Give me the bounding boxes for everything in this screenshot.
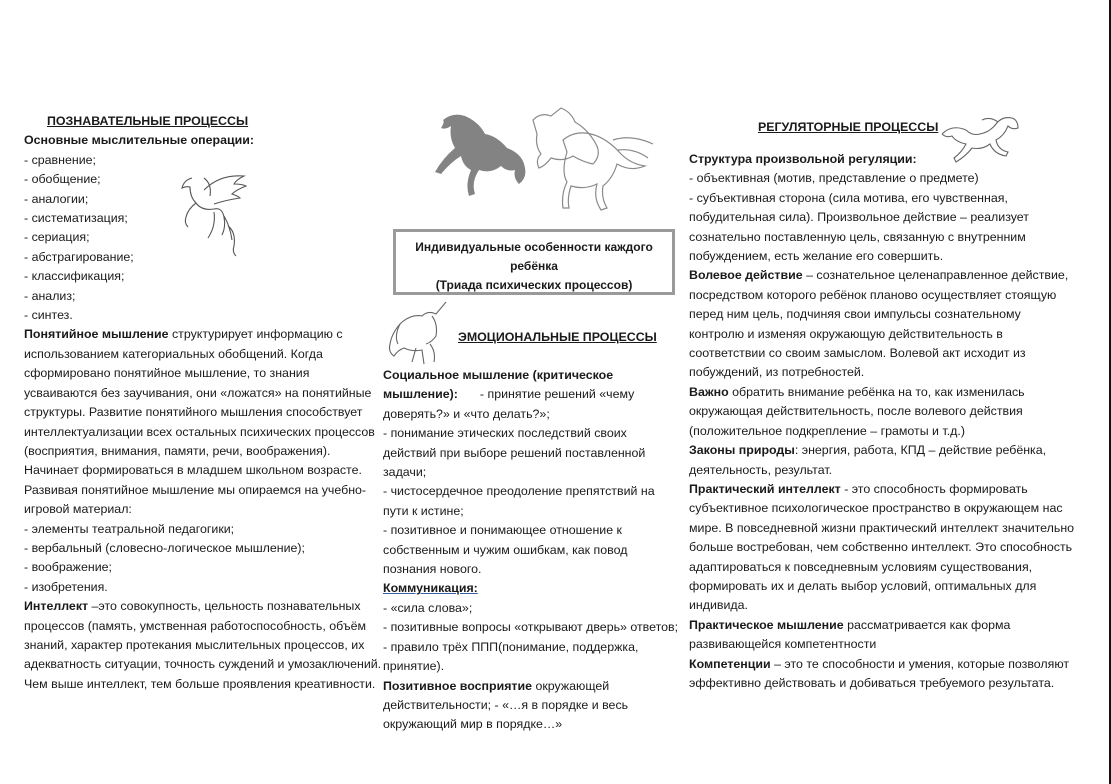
list-item: - сериация; bbox=[24, 230, 90, 245]
list-item: - объективная (мотив, представление о предмете) bbox=[689, 171, 979, 186]
list-item: - классификация; bbox=[24, 269, 125, 284]
term: Интеллект bbox=[24, 599, 89, 614]
title-box bbox=[393, 229, 675, 295]
list-item: - «сила слова»; bbox=[383, 600, 473, 615]
paragraph-intellect: Интеллект –это совокупность, цельность познавательных процессов (память, умственная работоспособность, объём знаний, характер протекания мыслительных процессов, их адекватность ситуации, точность суждений и умозаключений. Чем выше интеллект, тем больше проявления креативности. bbox=[24, 599, 382, 691]
list-item: - вербальный (словесно-логическое мышление); bbox=[24, 540, 306, 555]
pegasus-icon bbox=[170, 168, 250, 258]
term: Понятийное мышление bbox=[24, 327, 169, 342]
paragraph-laws-of-nature: Законы природы: энергия, работа, КПД – действие ребёнка, деятельность, результат. bbox=[689, 443, 1047, 477]
subheading-thinking-operations: Основные мыслительные операции: bbox=[24, 133, 254, 148]
heading-regulatory-processes: РЕГУЛЯТОРНЫЕ ПРОЦЕССЫ bbox=[758, 120, 939, 134]
paragraph-competencies: Компетенции – это те способности и умения, которые позволяют эффективно действовать и добиваться требуемого результата. bbox=[689, 656, 1070, 690]
list-item: - изобретения. bbox=[24, 579, 108, 594]
list-item: - синтез. bbox=[24, 308, 73, 323]
column-regulatory bbox=[689, 150, 1079, 693]
list-item: - аналогии; bbox=[24, 191, 89, 206]
heading-emotional-processes: ЭМОЦИОНАЛЬНЫЕ ПРОЦЕССЫ bbox=[458, 330, 657, 344]
paragraph-practical-thinking: Практическое мышление рассматривается как форма развивающейся компетентности bbox=[689, 617, 1011, 652]
heading-cognitive-processes: ПОЗНАВАТЕЛЬНЫЕ ПРОЦЕССЫ bbox=[47, 114, 249, 128]
list-item: - анализ; bbox=[24, 288, 76, 303]
galloping-horses-icon bbox=[413, 100, 663, 228]
term: Практическое мышление bbox=[689, 617, 844, 632]
list-item: - воображение; bbox=[24, 560, 112, 575]
term: Социальное мышление (критическое мышление): bbox=[383, 368, 614, 402]
list-item: - обобщение; bbox=[24, 172, 101, 187]
term: Практический интеллект bbox=[689, 481, 841, 496]
paragraph-positive-perception: Позитивное восприятие окружающей действительности; - «…я в порядке и весь окружающий мир в порядке…» bbox=[383, 678, 629, 732]
paragraph-conceptual-thinking: Понятийное мышление структурирует информацию с использованием категориальных обобщений. Когда сформировано понятийное мышление, то знания усваиваются без заучивания, они «ложатся» на понятийные структуры. Развитие понятийного мышления способствует интеллектуализации всех остальных психических процессов (восприятия, внимания, памяти, речи, воображения). Начинает формироваться в младшем школьном возрасте. Развивая понятийное мышление мы опираемся на учебно-игровой материал: bbox=[24, 327, 375, 517]
list-item: - сравнение; bbox=[24, 152, 96, 167]
list-item: - позитивные вопросы «открывают дверь» ответов; - правило трёх ППП(понимание, поддержка, принятие). bbox=[383, 620, 679, 674]
subheading-voluntary-regulation: Структура произвольной регуляции: bbox=[689, 152, 917, 166]
paragraph-volitional-action: Волевое действие – сознательное целенаправленное действие, посредством которого ребёнок планово осуществляет стоящую перед ним цель, подчиняя свои импульсы сознательному контролю и изменяя окружающую действительность в соответствии со своим замыслом. Волевой акт исходит из побуждений, из потребностей. bbox=[689, 268, 1069, 380]
paragraph-social-thinking: Социальное мышление (критическое мышление): - принятие решений «чему доверять?» и «что делать?»; bbox=[383, 368, 635, 421]
term: Компетенции bbox=[689, 656, 771, 671]
list-item: - понимание этических последствий своих действий при выборе решений поставленной задачи; bbox=[383, 426, 646, 480]
communication-heading: Коммуникация: bbox=[383, 581, 478, 596]
title-line: Индивидуальные особенности каждого bbox=[415, 240, 653, 254]
title-line: ребёнка bbox=[510, 259, 558, 273]
term: Важно bbox=[689, 384, 729, 399]
list-item: - субъективная сторона (сила мотива, его чувственная, побудительная сила). Произвольное действие – реализует сознательно поставленную цель, связанную с внутренним побуждением, есть желание его совершить. bbox=[689, 190, 1029, 264]
list-item: - чистосердечное преодоление препятствий на пути к истине; bbox=[383, 484, 655, 518]
list-item: - позитивное и понимающее отношение к собственным и чужим ошибкам, как повод познания нового. bbox=[383, 523, 628, 577]
column-emotional bbox=[383, 366, 683, 735]
term: Волевое действие bbox=[689, 268, 803, 283]
list-item: - систематизация; bbox=[24, 211, 128, 226]
term: Позитивное восприятие bbox=[383, 678, 533, 693]
unicorn-icon bbox=[386, 300, 456, 366]
paragraph-practical-intellect: Практический интеллект - это способность формировать субъективное психологическое пространство в окружающем нас мире. В повседневной жизни практический интеллект значительно больше востребован, чем собственно интеллект. Это способность адаптироваться к повседневным условиям существования, формировать их и делать выбор условий, оптимальных для индивида. bbox=[689, 481, 1075, 613]
title-subtitle: (Триада психических процессов) bbox=[435, 278, 633, 292]
paragraph-important: Важно обратить внимание ребёнка на то, как изменилась окружающая действительность, после волевого действия (положительное подкрепление – грамоты и т.д.) bbox=[689, 384, 1025, 438]
list-item: - элементы театральной педагогики; bbox=[24, 521, 235, 536]
term: Законы природы bbox=[689, 443, 795, 458]
list-item: - абстрагирование; bbox=[24, 249, 134, 264]
